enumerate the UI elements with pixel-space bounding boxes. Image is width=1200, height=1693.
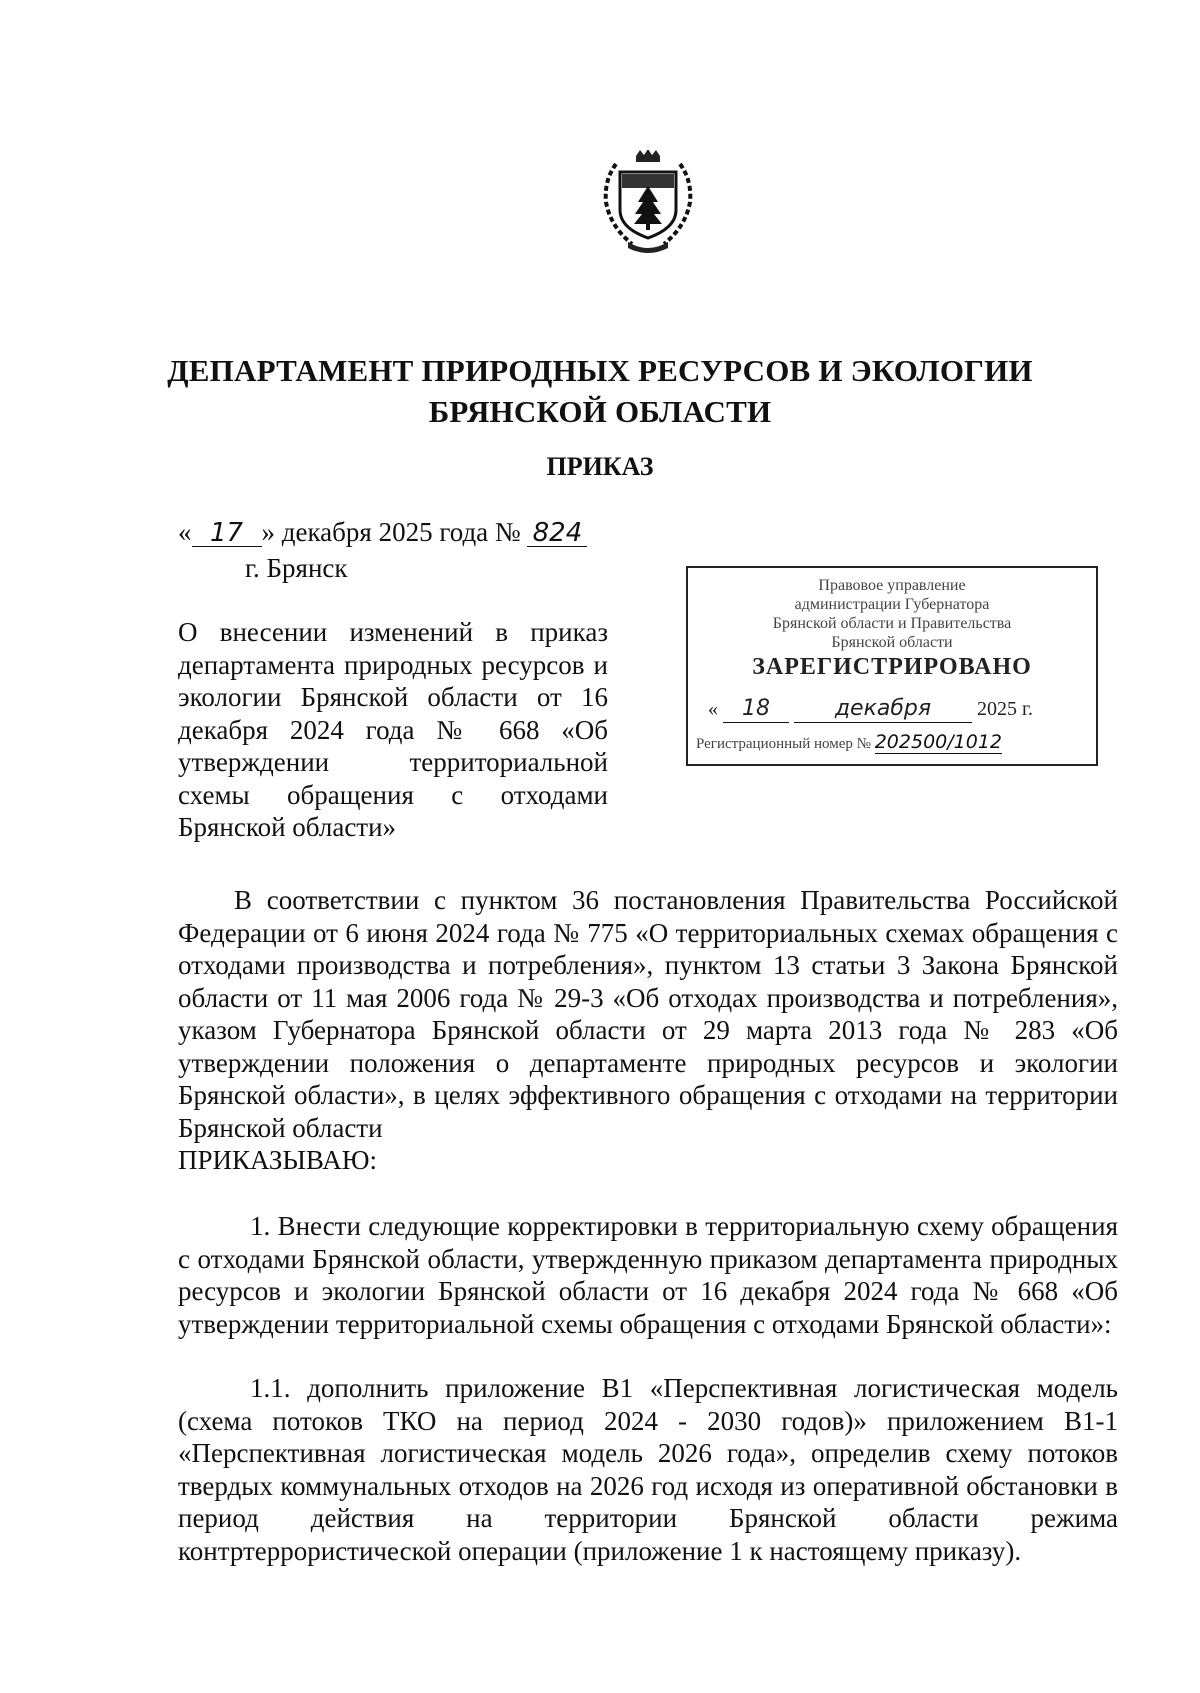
brynsk-coat-of-arms-icon [598,150,698,254]
stamp-handwritten-day: 18 [723,696,789,723]
stamp-handwritten-month: декабря [794,696,972,723]
preamble-paragraph: В соответствии с пунктом 36 постановления Правительства Российской Федерации от 6 июня 2024 года № 775 «О территориальных схемах обращения с отходами производства и потребления», пунктом 13 статьи 3 Закона Брянской области от 11 мая 2006 года № 29-3 «Об отходах производства и потребления», указом Губернатора Брянской области от 29 марта 2013 года № 283 «Об утверждении положения о департаменте природных ресурсов и экологии Брянской области», в целях эффективного обращения с отходами на территории Брянской области [178,885,1118,1143]
department-line-1: ДЕПАРТАМЕНТ ПРИРОДНЫХ РЕСУРСОВ И ЭКОЛОГИИ [167,353,1033,388]
department-line-2: БРЯНСКОЙ ОБЛАСТИ [428,394,772,429]
stamp-date-line [708,696,1078,723]
stamp-line-3: Брянской области и Правительства [772,615,1012,632]
city: г. Брянск [245,553,348,583]
stamp-handwritten-reg-number: 202500/1012 [874,731,1003,753]
handwritten-order-number: 824 [527,520,587,547]
date-open-quote: « [178,517,192,547]
stamp-year: 2025 г. [977,698,1033,720]
stamp-number-line [696,731,1092,753]
item-1-1-paragraph: 1.1. дополнить приложение В1 «Перспективная логистическая модель (схема потоков ТКО на период 2024 - 2030 годов)» приложением В1-1 «Перспективная логистическая модель 2026 года», определив схему потоков твердых коммунальных отходов на 2026 год исходя из оперативной обстановки в период действия на территории Брянской области режима контртеррористической операции (приложение 1 к настоящему приказу). [178,1373,1118,1566]
handwritten-day: 17 [192,520,262,547]
date-number-line [178,517,587,548]
date-month-year-label: » декабря 2025 года № [261,517,521,547]
item-1-paragraph: 1. Внести следующие корректировки в территориальную схему обращения с отходами Брянской области, утвержденную приказом департамента природных ресурсов и экологии Брянской области от 16 декабря 2024 года № 668 «Об утверждении территориальной схемы обращения с отходами Брянской области»: [178,1211,1118,1339]
document-type: ПРИКАЗ [546,452,654,481]
stamp-line-2: администрации Губернатора [794,596,990,613]
stamp-reg-label: Регистрационный номер № [696,736,871,752]
coat-of-arms-emblem [598,150,698,254]
stamp-quote: « [708,698,718,720]
stamp-line-1: Правовое управление [818,577,966,594]
stamp-registered-label: ЗАРЕГИСТРИРОВАНО [752,654,1032,680]
stamp-line-4: Брянской области [831,634,953,651]
order-subject: О внесении изменений в приказ департамента природных ресурсов и экологии Брянской области от 16 декабря 2024 года № 668 «Об утверждении территориальной схемы обращения с отходами Брянской области» [178,617,608,842]
department-name [0,350,1200,432]
order-word: ПРИКАЗЫВАЮ: [178,1145,377,1175]
registration-stamp [686,566,1098,766]
